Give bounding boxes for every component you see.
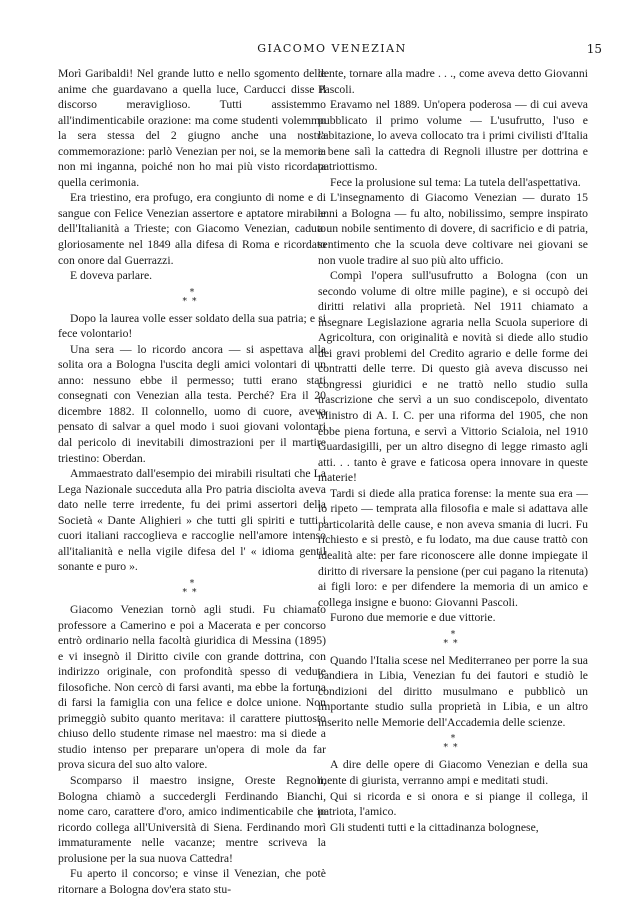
paragraph: Quando l'Italia scese nel Mediterraneo per porre la sua bandiera in Libia, Venezian fu dei fautori e studiò le condizioni del diritto musulmano e pubblicò un importante studio sulla proprietà in Libia, e un altro inserito nelle Memorie dell'Accademia delle scienze. [318,653,588,729]
asterism-star: * [450,629,456,640]
paragraph: Morì Garibaldi! Nel grande lutto e nello sgomento delle anime che guardavano a quella luce, Carducci disse il discorso meraviglioso. Tutti assistemmo all'indimenticabile orazione: ma come studenti volemmo la sera stessa del 2 giugno anche una nostra commemorazione: parlò Venezian per noi, se la memoria non mi inganna, poiché non ho mai più visto ricordata quella cerimonia. [58,67,326,189]
section-divider-asterism [318,735,588,753]
paragraph: Ammaestrato dall'esempio dei mirabili risultati che La Lega Nazionale succeduta alla Pro patria disciolta aveva dato nelle terre irredente, fu dei primi assertori della Società « Dante Alighieri » che tutti gli spiriti e tutti i cuori italiani raccoglieva e raccoglie nell'amore intenso all'italianità e nella vigile difesa del l' « idioma gentil sonante e puro ». [58,467,326,574]
paragraph: dente, tornare alla madre . . ., come aveva detto Giovanni Pascoli. [318,67,588,96]
paragraph: Compì l'opera sull'usufrutto a Bologna (con un secondo volume di oltre mille pagine), e si occupò dei diritti relativi alla proprietà. Nel 1911 chiamato a insegnare Legislazione agraria nella Scuola superiore di Agricoltura, con originalità e novità si diede allo studio dei gravi problemi del Credito agrario e delle forme dei contratti delle terre. Di questo già aveva discusso nei congressi giuridici e ne trattò nello studio sulla trascrizione che servì a un suo condiscepolo, diventato Ministro di A. I. C. per una riforma del 1905, che non ebbe piena fortuna, e servì a Vittorio Scialoia, nel 1910 Guardasigilli, per un altro disegno di legge rimasto agli atti. . . tanto è grave e faticosa opera innovare in queste materie! [318,269,588,485]
asterism-stars-pair: ** [182,296,202,307]
paragraph: Una sera — lo ricordo ancora — si aspettava alla solita ora a Bologna l'uscita degli amici volontari di un anno: nessuno ebbe il permesso; tutti erano stati consegnati con Venezian alla testa. Perché? Era il 20 dicembre 1882. Il colonnello, uomo di cuore, aveva pensato di salvar a quel modo i suoi giovani volontari dal pericolo di inevitabili dimostrazioni per il martire triestino: Oberdan. [58,342,326,465]
section-divider-asterism [58,580,326,598]
right-column [318,66,588,835]
paragraph: Giacomo Venezian tornò agli studi. Fu chiamato professore a Camerino e poi a Macerata e per concorso entrò ordinario nella facoltà giuridica di Messina (1895) e vi insegnò il Diritto civile con grande dottrina, con indirizzo originale, con profondità spesso di vedute filosofiche. Non cercò di farsi avanti, ma ebbe la fortuna di farsi la famiglia con una felice e dolce unione. Non primeggiò subito quanto meritava: il carattere piuttosto chiuso dello studente rimase nel maestro: ma si diede a studio intenso per preparare un'opera di mole da far prova sicura del suo alto valore. [58,602,326,772]
paragraph: Tardi si diede alla pratica forense: la mente sua era — lo ripeto — temprata alla filosofia e male si adattava alle particolarità delle cause, e non aveva smania di lucri. Fu richiesto e si prestò, e fu lodato, ma due cause trattò con idealità alte: per fare riconoscere alle donne impiegate il diritto di riversare la pensione (per cui pagano la ritenuta) ai figli loro: e per difendere la memoria di un amico e collega insigne e buono: Giovanni Pascoli. [318,486,588,609]
paragraph: Scomparso il maestro insigne, Oreste Regnoli, Bologna chiamò a succedergli Ferdinando Bianchi, nome caro, carattere d'oro, amico indimenticabile che io ricordo collega all'Università di Siena. Ferdinando morì immaturamente nelle vacanze; mentre scriveva la prolusione per la sua nuova Cattedra! [58,773,326,865]
paragraph: L'insegnamento di Giacomo Venezian — durato 15 anni a Bologna — fu alto, nobilissimo, sempre inspirato a un nobile sentimento di dovere, di sacrificio e di patria, sentimento che la scuola deve coltivare nei giovani se non vuole tradire al suo più alto ufficio. [318,191,588,267]
paragraph: Eravamo nel 1889. Un'opera poderosa — di cui aveva pubblicato il primo volume — L'usufrutto, l'uso e l'abitazione, lo aveva collocato tra i primi civilisti d'Italia e bene salì la cattedra di Regnoli illustre per dottrina e patriottismo. [318,98,588,174]
paragraph: E doveva parlare. [70,269,153,283]
paragraph: Gli studenti tutti e la cittadinanza bolognese, [330,820,539,834]
asterism-stars-pair: ** [182,587,202,598]
paragraph: Qui si ricorda e si onora e si piange il collega, il patriota, l'amico. [318,789,588,819]
section-divider-asterism [58,289,326,307]
paragraph: Furono due memorie e due vittorie. [330,611,496,625]
asterism-stars-pair: ** [443,743,463,754]
page-number: 15 [586,42,602,56]
left-column [58,66,326,897]
paragraph: Fece la prolusione sul tema: La tutela dell'aspettativa. [330,175,581,189]
paragraph: A dire delle opere di Giacomo Venezian e della sua mente di giurista, verranno ampi e meditati studi. [318,758,588,787]
asterism-stars-pair: ** [443,638,463,649]
paragraph: Era triestino, era profugo, era congiunto di nome e di sangue con Felice Venezian assertore e aptatore mirabile dell'Italianità a Trieste; con Giacomo Venezian, caduto gloriosamente nel 1849 alla difesa di Roma e ricordato con onore dal Guerrazzi. [58,191,326,267]
asterism-star: * [189,287,195,298]
paragraph: Fu aperto il concorso; e vinse il Venezian, che potè ritornare a Bologna dov'era stato stu- [58,867,326,896]
page-header [58,42,606,60]
running-title: GIACOMO VENEZIAN [257,42,407,55]
section-divider-asterism [318,631,588,649]
asterism-star: * [189,578,195,589]
paragraph: Dopo la laurea volle esser soldato della sua patria; e si fece volontario! [58,311,326,341]
asterism-star: * [450,734,456,745]
